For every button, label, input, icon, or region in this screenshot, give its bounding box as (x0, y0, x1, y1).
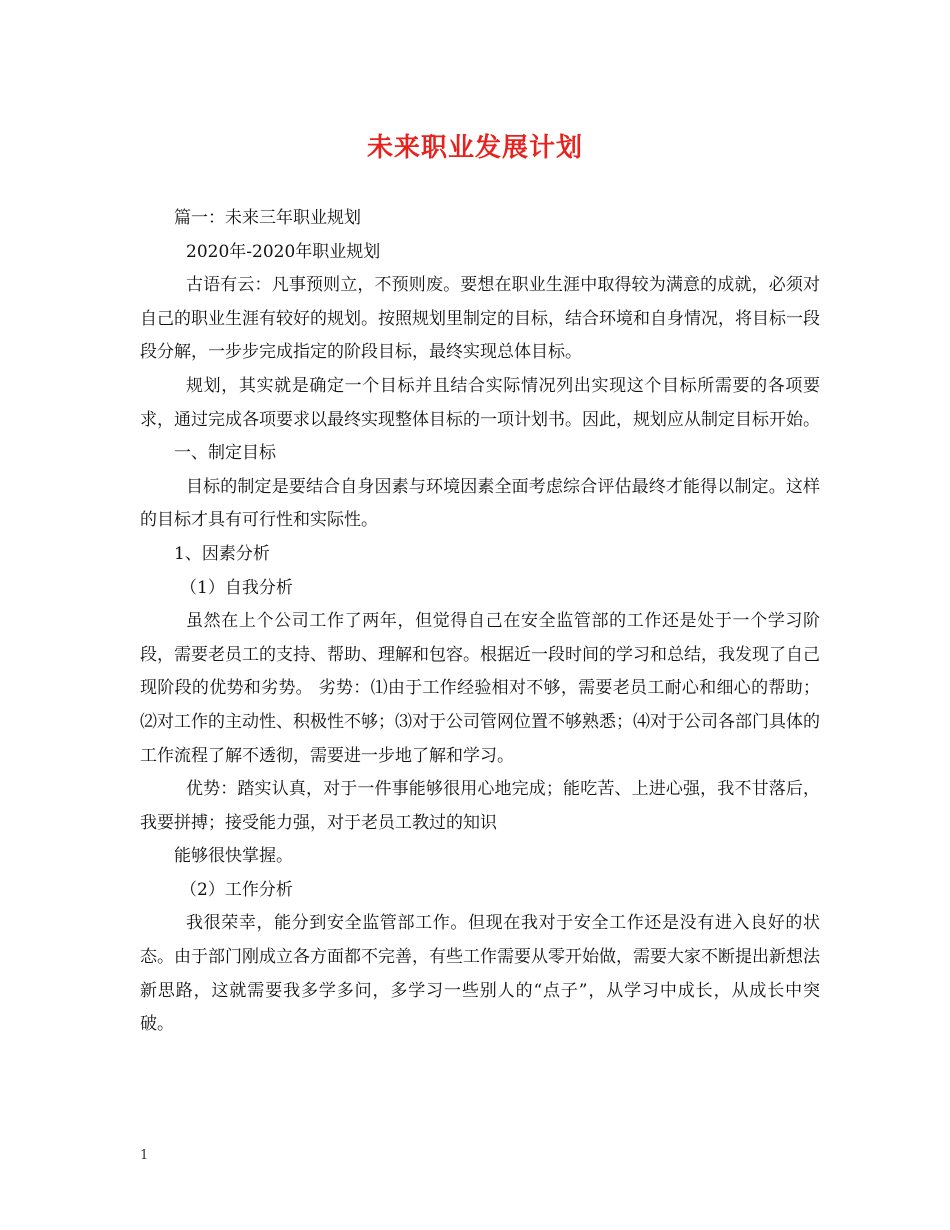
body-paragraph: 目标的制定是要结合自身因素与环境因素全面考虑综合评估最终才能得以制定。这样的目标才具有可行性和实际性。 (140, 476, 820, 531)
subsection-heading: 1、因素分析 (174, 543, 270, 564)
body-paragraph: 虽然在上个公司工作了两年，但觉得自己在安全监管部的工作还是处于一个学习阶段，需要老员工的支持、帮助、理解和包容。根据近一段时间的学习和总结，我发现了自己现阶段的优势和劣势。 劣势：⑴由于工作经验相对不够，需要老员工耐心和细心的帮助；⑵对工作的主动性、积极性不够；⑶对于公司管网位置不够熟悉；⑷对于公司各部门具体的工作流程了解不透彻，需要进一步地了解和学习。 (140, 611, 820, 766)
section-heading: 一、制定目标 (174, 443, 276, 464)
body-paragraph: 优势：踏实认真，对于一件事能够很用心地完成；能吃苦、上进心强，我不甘落后，我要拼搏；接受能力强，对于老员工教过的知识 (140, 779, 820, 833)
subsection-heading: （2）工作分析 (180, 879, 293, 900)
section-heading: 篇一：未来三年职业规划 (174, 208, 361, 228)
subheading-period: 2020年-2020年职业规划 (186, 241, 381, 262)
body-paragraph: 我很荣幸，能分到安全监管部工作。但现在我对于安全工作还是没有进入良好的状态。由于部门刚成立各方面都不完善，有些工作需要从零开始做，需要大家不断提出新想法新思路，这就需要我多学多问，多学习一些别人的“点子”，从学习中成长，从成长中突破。 (140, 913, 820, 1035)
body-paragraph: 能够很快掌握。 (174, 846, 293, 867)
document-body (140, 202, 820, 1042)
body-paragraph: 规划，其实就是确定一个目标并且结合实际情况列出实现这个目标所需要的各项要求，通过完成各项要求以最终实现整体目标的一项计划书。因此，规划应从制定目标开始。 (140, 375, 820, 430)
body-paragraph: 古语有云：凡事预则立，不预则废。要想在职业生涯中取得较为满意的成就，必须对自己的职业生涯有较好的规划。按照规划里制定的目标，结合环境和自身情况，将目标一段段分解，一步步完成指定的阶段目标，最终实现总体目标。 (140, 275, 820, 363)
page-number: 1 (140, 1148, 149, 1163)
document-title: 未来职业发展计划 (366, 133, 583, 163)
subsection-heading: （1）自我分析 (180, 577, 293, 598)
